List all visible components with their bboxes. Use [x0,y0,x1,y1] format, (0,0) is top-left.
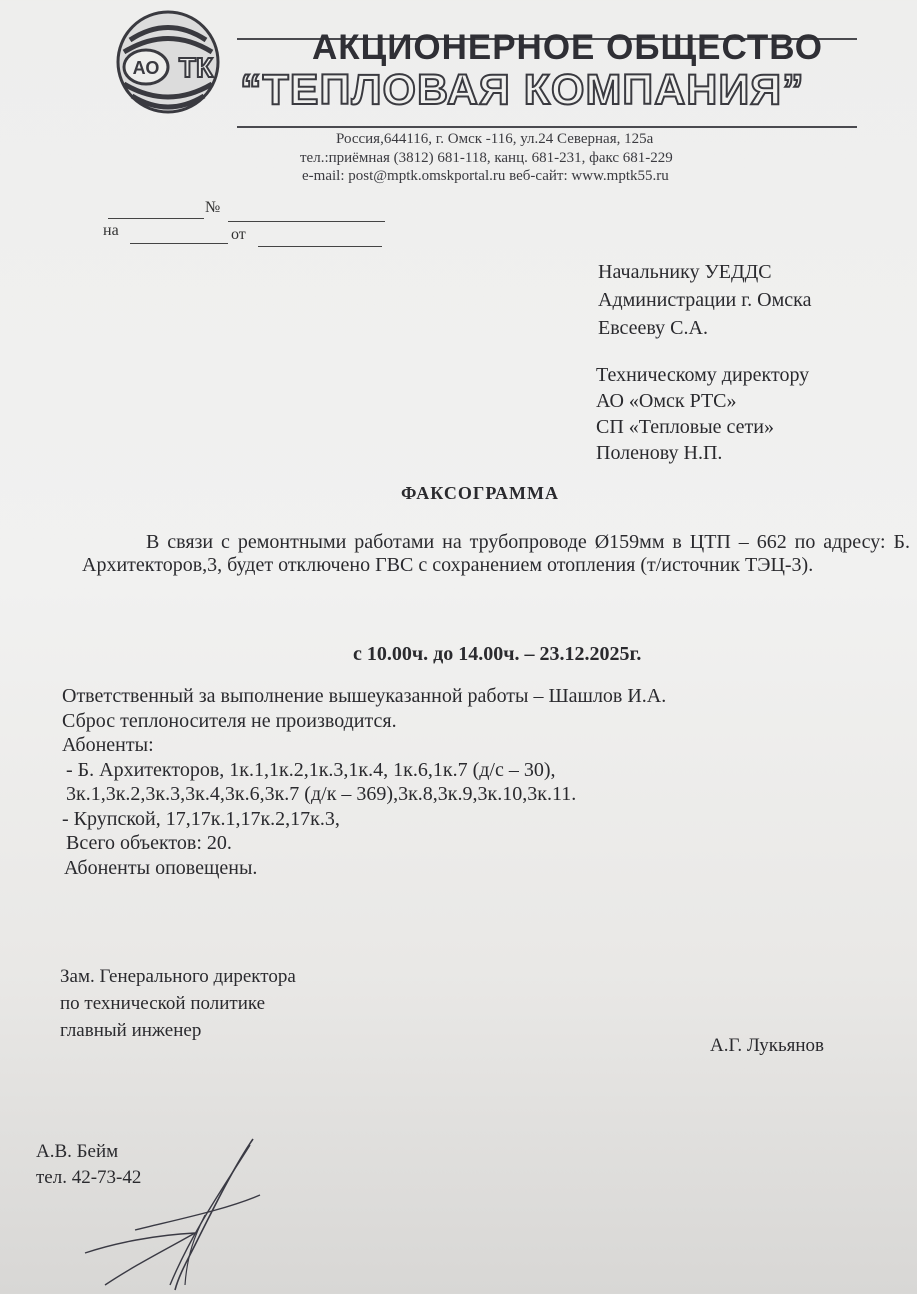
on-label: на [103,222,119,239]
signatory-title-line: по технической политике [60,993,266,1014]
ref-number-line-2 [228,221,385,222]
outage-period: с 10.00ч. до 14.00ч. – 23.12.2025г. [353,643,642,665]
addressee-block-1 [598,258,811,342]
ref-date-line-1 [130,243,228,244]
main-paragraph-text: В связи с ремонтными работами на трубопроводе Ø159мм в ЦТП – 662 по адресу: Б. Архитекторов,3, будет отключено ГВС с сохранением отопления (т/источник ТЭЦ-3). [82,531,910,576]
detail-line: Ответственный за выполнение вышеуказанной работы – Шашлов И.А. [62,685,667,707]
addressee-line: Начальнику УЕДДС [598,261,772,283]
header-rule-bottom [237,126,857,128]
executor-phone: тел. 42-73-42 [36,1167,142,1188]
addressee-line: АО «Омск РТС» [596,390,737,412]
detail-line: Всего объектов: 20. [66,832,232,854]
signatory-title [60,963,296,1044]
addressee-line: Техническому директору [596,364,810,386]
detail-line: - Б. Архитекторов, 1к.1,1к.2,1к.3,1к.4, 1к.6,1к.7 (д/с – 30), [66,758,556,781]
number-sign: № [205,199,221,216]
org-web: e-mail: post@mptk.omskportal.ru веб-сайт: www.mptk55.ru [302,168,669,184]
executor-name: А.В. Бейм [36,1141,119,1162]
details-block [62,684,666,880]
signatory-name: А.Г. Лукьянов [710,1035,824,1056]
main-paragraph [82,531,910,577]
signatory-title-line: главный инженер [60,1020,202,1041]
signatory-title-line: Зам. Генерального директора [60,966,296,987]
org-name: “ТЕПЛОВАЯ КОМПАНИЯ” [240,66,805,114]
addressee-block-2 [596,362,809,466]
logo-letters-tk: ТК [178,52,214,83]
document-heading: ФАКСОГРАММА [400,483,560,503]
detail-line: Абоненты оповещены. [64,856,258,879]
company-logo [110,10,226,114]
handwritten-signature [75,1135,275,1294]
logo-letters-ao: АО [132,58,160,78]
addressee-line: Администрации г. Омска [598,289,812,311]
org-phones: тел.:приёмная (3812) 681-118, канц. 681-231, факс 681-229 [300,150,673,166]
from-label: от [231,226,246,243]
detail-line: - Крупской, 17,17к.1,17к.2,17к.3, [62,807,340,830]
ref-number-line-1 [108,218,204,219]
detail-line: Сброс теплоносителя не производится. [62,709,397,732]
detail-line: 3к.1,3к.2,3к.3,3к.4,3к.6,3к.7 (д/к – 369),3к.8,3к.9,3к.10,3к.11. [66,783,577,805]
org-type: АКЦИОНЕРНОЕ ОБЩЕСТВО [312,28,823,67]
ref-date-line-2 [258,246,382,247]
addressee-line: Поленову Н.П. [596,442,723,464]
addressee-line: Евсееву С.А. [598,317,708,339]
addressee-line: СП «Тепловые сети» [596,416,774,438]
detail-line: Абоненты: [62,734,154,756]
org-address: Россия,644116, г. Омск -116, ул.24 Северная, 125а [336,131,654,147]
